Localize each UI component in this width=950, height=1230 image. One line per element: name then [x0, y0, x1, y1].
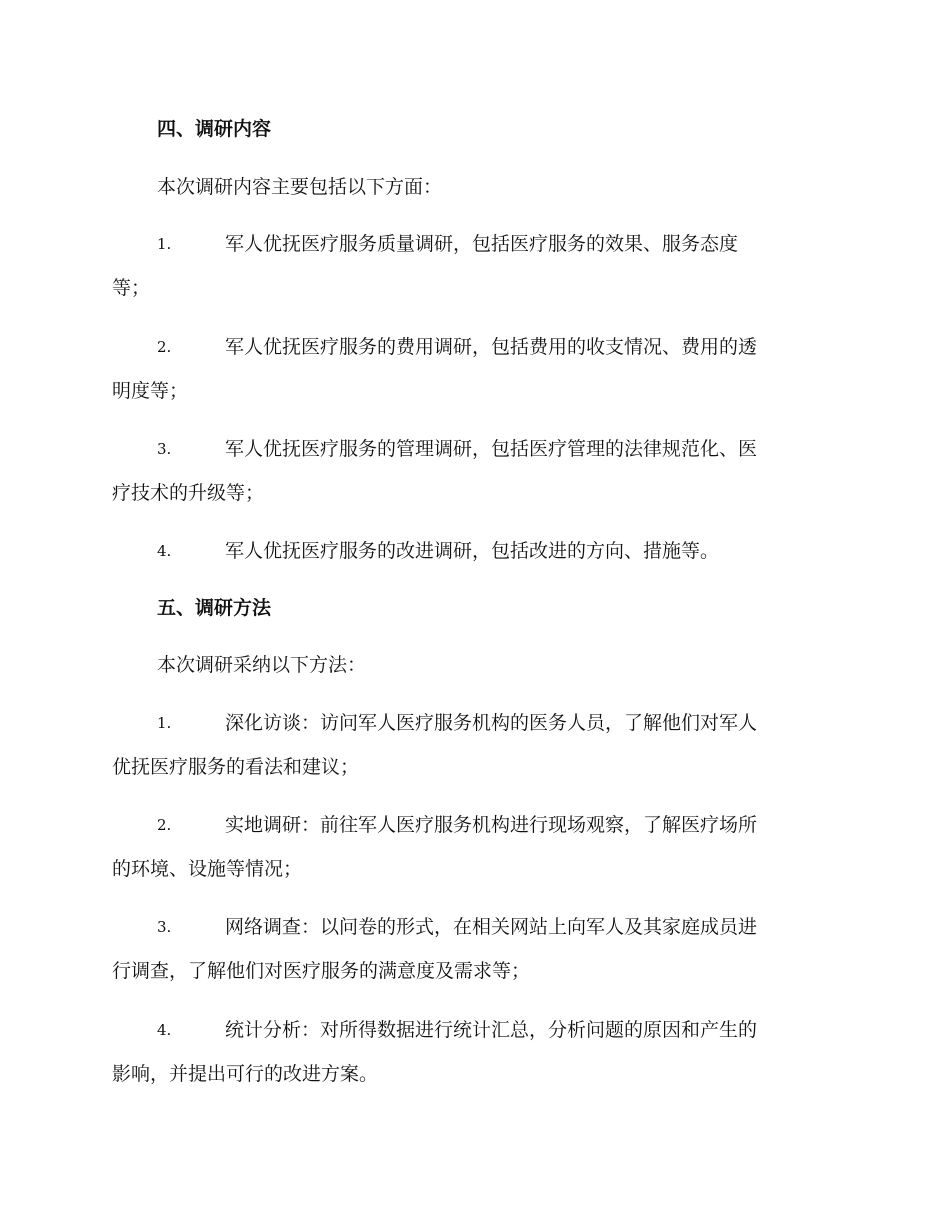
- list-item-number: 3.: [157, 918, 172, 936]
- list-item: [112, 437, 834, 504]
- list-item: [112, 813, 834, 880]
- list-item-text-continued: 行调查，了解他们对医疗服务的满意度及需求等；: [112, 960, 531, 982]
- section-heading-research-methods: 五、调研方法: [157, 597, 272, 619]
- list-item-text: 军人优抚医疗服务的费用调研，包括费用的收支情况、费用的透: [225, 336, 758, 358]
- section-intro: 本次调研采纳以下方法：: [157, 654, 367, 676]
- section-heading-research-content: 四、调研内容: [157, 118, 272, 140]
- list-item-number: 2.: [157, 816, 172, 834]
- list-item-text: 实地调研：前往军人医疗服务机构进行现场观察，了解医疗场所: [225, 814, 758, 836]
- list-item-text: 深化访谈：访问军人医疗服务机构的医务人员，了解他们对军人: [225, 712, 758, 734]
- list-item-text-continued: 优抚医疗服务的看法和建议；: [112, 756, 360, 778]
- list-item-text-continued: 疗技术的升级等；: [112, 482, 265, 504]
- list-item-number: 1.: [157, 714, 172, 732]
- list-item-number: 2.: [157, 338, 172, 356]
- list-item-text-continued: 影响，并提出可行的改进方案。: [112, 1063, 379, 1085]
- list-item-text-continued: 等；: [112, 277, 151, 299]
- list-item-number: 4.: [157, 1021, 172, 1039]
- list-item: [112, 711, 834, 778]
- list-item-number: 3.: [157, 440, 172, 458]
- list-item-text-continued: 的环境、设施等情况；: [112, 858, 303, 880]
- list-item: [112, 232, 834, 299]
- list-item-number: 1.: [157, 235, 172, 253]
- list-item-text: 军人优抚医疗服务质量调研，包括医疗服务的效果、服务态度: [225, 233, 739, 255]
- list-item-text: 网络调查：以问卷的形式，在相关网站上向军人及其家庭成员进: [225, 916, 758, 938]
- list-item: [112, 915, 834, 982]
- list-item: [112, 1018, 834, 1085]
- list-item: [112, 539, 834, 563]
- section-intro: 本次调研内容主要包括以下方面：: [157, 176, 443, 198]
- list-item: [112, 335, 834, 402]
- list-item-number: 4.: [157, 542, 172, 560]
- list-item-text: 军人优抚医疗服务的管理调研，包括医疗管理的法律规范化、医: [225, 438, 758, 460]
- list-item-text: 统计分析：对所得数据进行统计汇总，分析问题的原因和产生的: [225, 1019, 758, 1041]
- list-item-text-continued: 明度等；: [112, 380, 189, 402]
- list-item-text: 军人优抚医疗服务的改进调研，包括改进的方向、措施等。: [225, 540, 720, 562]
